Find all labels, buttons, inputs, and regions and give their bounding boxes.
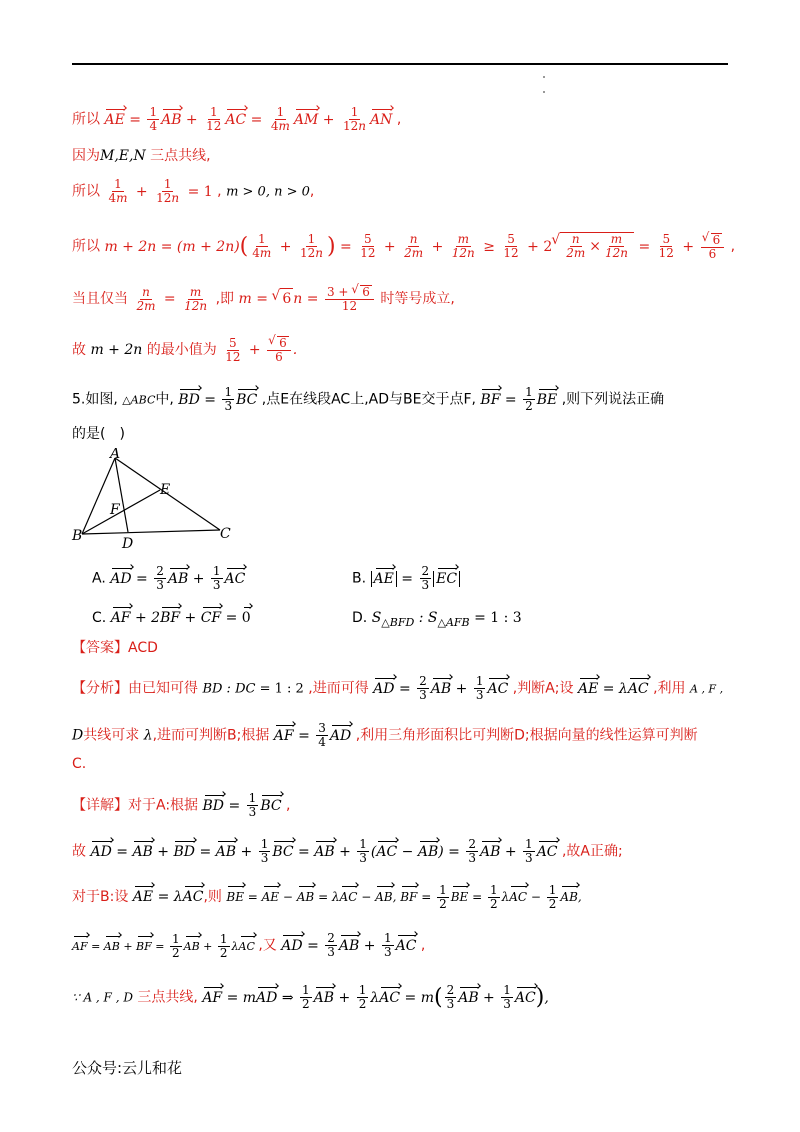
detail-line-2 [72, 838, 623, 865]
analysis-line-2 [72, 722, 698, 749]
formula: AD = AB + BD = AB + $\frac{1}{3}$ BC = AB + $\frac{1}{3}$ (AC − AB) = $\frac{2}{3}$ AB + $\frac{1}{3}$ AC [90, 837, 558, 865]
text-mid: ,即 [215, 291, 235, 307]
point-d: D [72, 727, 84, 744]
text-suffix: ,故A正确; [561, 843, 623, 860]
label-a: A [110, 448, 121, 462]
segment-ad [115, 458, 128, 532]
detail-line-3 [72, 884, 582, 911]
analysis-line-1 [72, 675, 723, 702]
formula: BE = AE − AB = λAC − AB, BF = $\frac{1}{2}$ BE = $\frac{1}{2}$ λAC − $\frac{1}{2}$ AB, [226, 883, 582, 911]
text-mid: ,则 [203, 889, 222, 905]
condition: m > 0, n > 0 [226, 184, 310, 200]
detail-line-5 [72, 984, 549, 1011]
text-prefix: 对于B:设 [72, 889, 129, 905]
text-suffix: 时等号成立, [380, 291, 455, 307]
formula: BD = $\frac{1}{3}$ BC [178, 385, 258, 413]
formula: m = √ 6 n = $\frac{3 + √ 6}{12}$ [238, 291, 380, 307]
text-mid: 中, [155, 391, 174, 408]
option-b [352, 565, 460, 592]
label-e: E [160, 482, 171, 498]
triangle-name: △ABC [122, 393, 156, 407]
points: A , F , [690, 682, 724, 696]
option-d-label: D. [352, 610, 368, 626]
detail-line-1: 【详解】对于A:根据 BD = $\frac{1}{3}$ BC , [72, 791, 291, 819]
option-a [92, 565, 245, 592]
text-suffix: 三点共线, [137, 989, 198, 1006]
formula: $\frac{1}{4m}$ + $\frac{1}{12n}$ = 1 [108, 177, 213, 205]
text-suffix: C. [72, 756, 87, 772]
text-prefix: 因为 [72, 148, 100, 164]
formula: AE = $\frac{1}{4}$ AB + $\frac{1}{12}$ AC = $\frac{1}{4m}$ AM + $\frac{1}{12n}$ AN [104, 105, 393, 133]
text-mid: ,判断A;设 [512, 680, 574, 697]
formula: AD = $\frac{2}{3}$ AB + $\frac{1}{3}$ AC [373, 674, 509, 702]
question-number: 5.如图, [72, 391, 118, 408]
segment-ab [82, 458, 115, 534]
text-mid: 的最小值为 [146, 342, 217, 358]
solution-line-4: 所以 m + 2n = (m + 2n)( $\frac{1}{4m}$ + $\frac{1}{12n}$ ) = $\frac{5}{12}$ + $\frac{n}{2m}$ + $\frac{m}{12n}$ ≥ $\frac{5}{12}$ + 2 √ $\frac{n}{2m}$ × $\frac{m}{12n}$ = $\frac{5}{12}$ + √ $\frac{6}{6}$ , [72, 232, 735, 261]
label-d: D [122, 536, 134, 552]
formula: AF = mAD ⇒ $\frac{1}{2}$ AB + $\frac{1}{2}$ λAC = m( $\frac{2}{3}$ AB + $\frac{1}{3}$ AC), [202, 983, 549, 1011]
solution-line-2 [72, 146, 211, 166]
question-5-line-1 [72, 386, 664, 413]
detail-line-4: AF = AB + BF = $\frac{1}{2}$ AB + $\frac{1}{2}$ λAC ,又 AD = $\frac{2}{3}$ AB + $\frac{1}{3}$ AC , [72, 931, 426, 960]
solution-line-3: 所以 $\frac{1}{4m}$ + $\frac{1}{12n}$ = 1 , m > 0, n > 0, [72, 177, 315, 205]
label-c: C [220, 526, 231, 542]
formula: AE = λAC [577, 680, 649, 697]
text-suffix: ,利用三角形面积比可判断D;根据向量的线性运算可判断 [355, 727, 698, 744]
solution-line-1: 所以 AE = $\frac{1}{4}$ AB + $\frac{1}{12}$ AC = $\frac{1}{4m}$ AM + $\frac{1}{12n}$ AN , [72, 105, 402, 133]
triangle-figure [70, 448, 240, 553]
label-f: F [110, 502, 120, 518]
formula: AE = λAC [132, 889, 204, 905]
text-mid: ,进而可判断B;根据 [152, 727, 270, 744]
formula: AF = $\frac{3}{4}$ AD [273, 721, 352, 749]
text-prefix: 当且仅当 [72, 291, 128, 307]
option-c [92, 608, 251, 628]
points-mne: M,E,N [100, 148, 146, 164]
option-a-label: A. [92, 570, 106, 587]
text-prefix: 故 [72, 342, 86, 358]
text-mid: 由已知可得 [128, 680, 198, 697]
formula: BF = $\frac{1}{2}$ BE [480, 385, 558, 413]
solution-line-5 [72, 285, 455, 313]
lambda: λ [143, 727, 153, 744]
text-mid: ,又 [258, 937, 277, 954]
question-5-line-2 [72, 424, 125, 444]
option-d [352, 608, 522, 633]
text-mid: ,点E在线段AC上,AD与BE交于点F, [261, 391, 476, 408]
text-mid: ,利用 [653, 680, 686, 697]
option-b-label: B. [352, 570, 367, 587]
text-suffix: ,则下列说法正确 [561, 391, 665, 408]
text-prefix: 所以 [72, 183, 100, 200]
label-b: B [72, 528, 83, 544]
answer-value: ACD [128, 640, 158, 656]
text-prefix: 所以 [72, 238, 100, 255]
footer-text: 公众号:云儿和花 [72, 1059, 183, 1077]
formula: $S_{\triangle BFD}$ : $S_{\triangle AFB} = 1$ : 3 [371, 610, 522, 629]
formula: AD = $\frac{2}{3}$ AB + $\frac{1}{3}$ AC [110, 564, 246, 592]
text-prefix: 所以 [72, 111, 100, 128]
formula: m + 2n [90, 342, 143, 358]
formula: BD : DC = 1 : 2 [202, 681, 304, 697]
formula: BD = $\frac{1}{3}$ BC [202, 791, 282, 819]
detail-label: 【详解】 [72, 797, 128, 814]
formula: AF = AB + BF = $\frac{1}{2}$ AB + $\frac{1}{2}$ λAC [72, 932, 255, 960]
formula: $\frac{n}{2m}$ = $\frac{m}{12n}$ [136, 284, 208, 313]
header-dot [543, 91, 545, 93]
text-mid: ,进而可得 [308, 680, 369, 697]
analysis-line-3 [72, 754, 86, 774]
text-suffix: 三点共线, [150, 148, 211, 164]
formula: AE = $\frac{2}{3}$ EC [371, 571, 461, 587]
segment-be [82, 490, 160, 534]
formula: AD = $\frac{2}{3}$ AB + $\frac{1}{3}$ AC [281, 931, 417, 959]
header-dot [543, 76, 545, 78]
formula: AF + 2BF + CF = 0 [110, 610, 251, 626]
text-prefix: 故 [72, 843, 86, 860]
analysis-label: 【分析】 [72, 680, 128, 697]
formula: m + 2n = (m + 2n)( $\frac{1}{4m}$ + $\frac{1}{12n}$ ) = $\frac{5}{12}$ + $\frac{n}{2m}$ + $\frac{m}{12n}$ ≥ $\frac{5}{12}$ + 2 √ $\frac{n}{2m}$ × $\frac{m}{12n}$ = $\frac{5}{12}$ + √ $\frac{6}{6}$ [104, 239, 730, 255]
solution-line-6 [72, 336, 297, 364]
header-rule [72, 63, 728, 65]
points: ∵ A , F , D [72, 990, 133, 1005]
text-mid: 对于A:根据 [128, 797, 199, 814]
formula: $\frac{5}{12}$ + √ $\frac{6}{6}$ . [221, 342, 297, 358]
text-suffix: 的是( ) [72, 426, 125, 442]
answer-label: 【答案】 [72, 640, 128, 656]
option-c-label: C. [92, 610, 107, 626]
answer-line [72, 638, 158, 658]
text-mid: 共线可求 [83, 727, 140, 744]
segment-bc [82, 530, 220, 534]
